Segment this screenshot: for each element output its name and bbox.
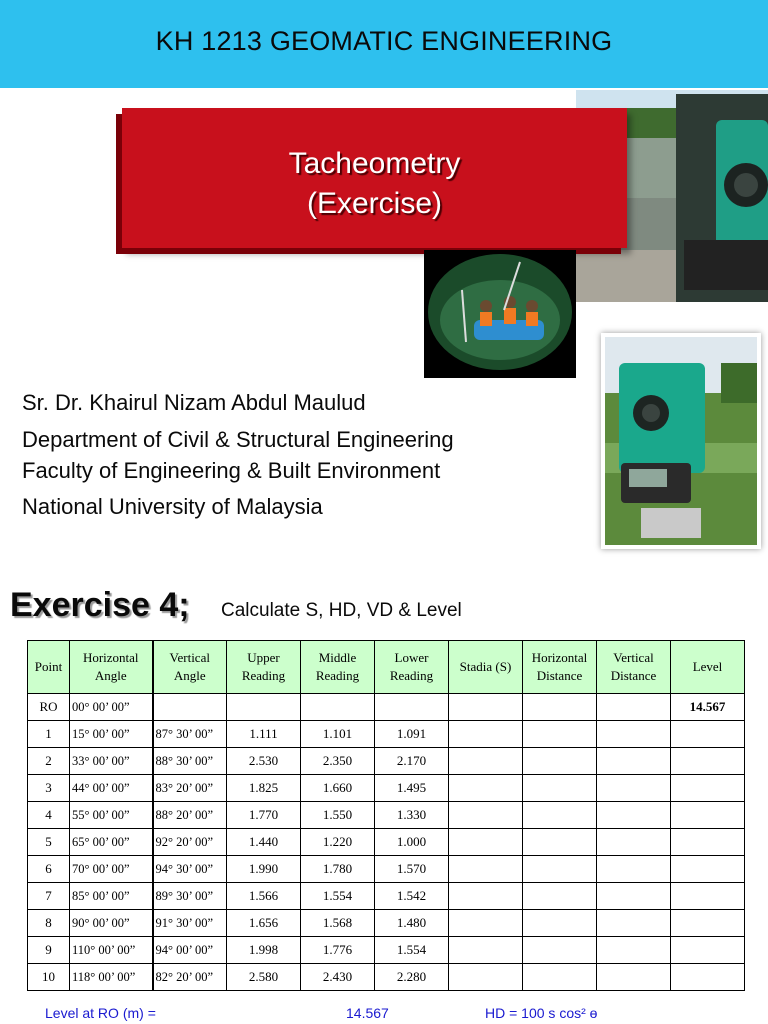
cell-vertical-distance <box>597 802 671 829</box>
cell-lower-reading: 1.495 <box>375 775 449 802</box>
tacheometry-banner <box>122 108 627 248</box>
table-row <box>28 748 745 775</box>
cell-horizontal-angle: 65° 00’ 00” <box>70 829 153 856</box>
header-level: Level <box>671 641 745 694</box>
cell-horizontal-distance <box>523 694 597 721</box>
cell-stadia <box>449 964 523 991</box>
cell-vertical-angle: 94° 00’ 00” <box>153 937 227 964</box>
cell-vertical-distance <box>597 694 671 721</box>
cell-middle-reading: 1.776 <box>301 937 375 964</box>
header-lower-reading: Lower Reading <box>375 641 449 694</box>
cell-stadia <box>449 694 523 721</box>
table-row <box>28 721 745 748</box>
cell-horizontal-angle: 33° 00’ 00” <box>70 748 153 775</box>
table-row <box>28 910 745 937</box>
table-header-row <box>28 641 745 694</box>
banner-subtitle: (Exercise) <box>306 187 442 220</box>
cell-point: 7 <box>28 883 70 910</box>
cell-horizontal-distance <box>523 856 597 883</box>
cell-upper-reading: 1.566 <box>227 883 301 910</box>
table-row <box>28 802 745 829</box>
cell-lower-reading: 1.091 <box>375 721 449 748</box>
header-horizontal-angle: Horizontal Angle <box>70 641 153 694</box>
cell-upper-reading: 1.998 <box>227 937 301 964</box>
cell-vertical-distance <box>597 856 671 883</box>
cell-horizontal-angle: 118° 00’ 00” <box>70 964 153 991</box>
cell-level <box>671 883 745 910</box>
cell-level: 14.567 <box>671 694 745 721</box>
boat-survey-photo <box>424 250 576 378</box>
cell-middle-reading: 1.550 <box>301 802 375 829</box>
cell-level <box>671 937 745 964</box>
cell-vertical-angle <box>153 694 227 721</box>
cell-horizontal-angle: 15° 00’ 00” <box>70 721 153 748</box>
cell-vertical-angle: 89° 30’ 00” <box>153 883 227 910</box>
cell-point: 5 <box>28 829 70 856</box>
cell-horizontal-angle: 85° 00’ 00” <box>70 883 153 910</box>
cell-upper-reading: 2.580 <box>227 964 301 991</box>
exercise-subtitle: Calculate S, HD, VD & Level <box>221 600 462 621</box>
cell-vertical-distance <box>597 964 671 991</box>
cell-stadia <box>449 910 523 937</box>
table-row <box>28 883 745 910</box>
header-horizontal-distance: Horizontal Distance <box>523 641 597 694</box>
cell-stadia <box>449 748 523 775</box>
author-department: Department of Civil & Structural Engineering <box>22 427 454 452</box>
cell-point: 4 <box>28 802 70 829</box>
cell-middle-reading <box>301 694 375 721</box>
total-station-photo <box>601 333 761 549</box>
header-stadia: Stadia (S) <box>449 641 523 694</box>
cell-middle-reading: 1.660 <box>301 775 375 802</box>
cell-horizontal-angle: 44° 00’ 00” <box>70 775 153 802</box>
title-bar <box>0 0 768 88</box>
cell-vertical-angle: 88° 20’ 00” <box>153 802 227 829</box>
cell-horizontal-distance <box>523 829 597 856</box>
cell-vertical-angle: 92° 20’ 00” <box>153 829 227 856</box>
cell-point: 8 <box>28 910 70 937</box>
cell-horizontal-distance <box>523 910 597 937</box>
author-university: National University of Malaysia <box>22 494 323 519</box>
cell-stadia <box>449 937 523 964</box>
cell-middle-reading: 1.780 <box>301 856 375 883</box>
cell-upper-reading <box>227 694 301 721</box>
banner-title: Tacheometry <box>288 147 461 180</box>
cell-upper-reading: 1.770 <box>227 802 301 829</box>
cell-vertical-angle: 82° 20’ 00” <box>153 964 227 991</box>
cell-vertical-distance <box>597 721 671 748</box>
cell-lower-reading: 1.330 <box>375 802 449 829</box>
cell-lower-reading: 1.480 <box>375 910 449 937</box>
cell-level <box>671 964 745 991</box>
cell-horizontal-distance <box>523 721 597 748</box>
cell-lower-reading: 2.170 <box>375 748 449 775</box>
tacheometry-table <box>27 640 745 991</box>
footer-level-value: 14.567 <box>346 1005 389 1021</box>
cell-horizontal-angle: 70° 00’ 00” <box>70 856 153 883</box>
cell-vertical-angle: 94° 30’ 00” <box>153 856 227 883</box>
header-middle-reading: Middle Reading <box>301 641 375 694</box>
cell-lower-reading <box>375 694 449 721</box>
cell-middle-reading: 2.350 <box>301 748 375 775</box>
cell-vertical-distance <box>597 829 671 856</box>
cell-stadia <box>449 856 523 883</box>
cell-vertical-distance <box>597 910 671 937</box>
cell-upper-reading: 1.440 <box>227 829 301 856</box>
cell-horizontal-angle: 00° 00’ 00” <box>70 694 153 721</box>
cell-point: RO <box>28 694 70 721</box>
cell-middle-reading: 1.554 <box>301 883 375 910</box>
cell-vertical-distance <box>597 883 671 910</box>
cell-vertical-angle: 87° 30’ 00” <box>153 721 227 748</box>
cell-horizontal-distance <box>523 883 597 910</box>
cell-middle-reading: 1.101 <box>301 721 375 748</box>
cell-level <box>671 721 745 748</box>
cell-horizontal-distance <box>523 775 597 802</box>
cell-upper-reading: 2.530 <box>227 748 301 775</box>
cell-horizontal-distance <box>523 937 597 964</box>
cell-stadia <box>449 802 523 829</box>
cell-point: 9 <box>28 937 70 964</box>
cell-vertical-angle: 88° 30’ 00” <box>153 748 227 775</box>
cell-level <box>671 910 745 937</box>
exercise-title: Exercise 4; <box>10 586 190 624</box>
cell-horizontal-angle: 110° 00’ 00” <box>70 937 153 964</box>
cell-horizontal-angle: 55° 00’ 00” <box>70 802 153 829</box>
cell-horizontal-distance <box>523 964 597 991</box>
footer-formula: HD = 100 s cos² ɵ <box>485 1005 598 1021</box>
cell-stadia <box>449 883 523 910</box>
cell-point: 1 <box>28 721 70 748</box>
cell-vertical-distance <box>597 937 671 964</box>
author-name: Sr. Dr. Khairul Nizam Abdul Maulud <box>22 390 366 415</box>
cell-vertical-angle: 83° 20’ 00” <box>153 775 227 802</box>
cell-horizontal-distance <box>523 802 597 829</box>
table-row <box>28 829 745 856</box>
cell-upper-reading: 1.990 <box>227 856 301 883</box>
cell-lower-reading: 1.554 <box>375 937 449 964</box>
cell-lower-reading: 1.542 <box>375 883 449 910</box>
cell-vertical-distance <box>597 748 671 775</box>
cell-stadia <box>449 721 523 748</box>
cell-level <box>671 856 745 883</box>
cell-horizontal-angle: 90° 00’ 00” <box>70 910 153 937</box>
cell-lower-reading: 1.570 <box>375 856 449 883</box>
header-point: Point <box>28 641 70 694</box>
table-row <box>28 694 745 721</box>
cell-upper-reading: 1.111 <box>227 721 301 748</box>
table-row <box>28 937 745 964</box>
cell-stadia <box>449 829 523 856</box>
cell-level <box>671 748 745 775</box>
cell-stadia <box>449 775 523 802</box>
cell-upper-reading: 1.656 <box>227 910 301 937</box>
header-vertical-distance: Vertical Distance <box>597 641 671 694</box>
cell-upper-reading: 1.825 <box>227 775 301 802</box>
cell-middle-reading: 1.220 <box>301 829 375 856</box>
cell-point: 6 <box>28 856 70 883</box>
cell-level <box>671 775 745 802</box>
cell-lower-reading: 2.280 <box>375 964 449 991</box>
table-row <box>28 775 745 802</box>
cell-point: 10 <box>28 964 70 991</box>
cell-middle-reading: 1.568 <box>301 910 375 937</box>
table-row <box>28 856 745 883</box>
course-title: KH 1213 GEOMATIC ENGINEERING <box>155 26 613 56</box>
footer-level-label: Level at RO (m) = <box>45 1005 156 1021</box>
cell-point: 3 <box>28 775 70 802</box>
cell-lower-reading: 1.000 <box>375 829 449 856</box>
cell-vertical-angle: 91° 30’ 00” <box>153 910 227 937</box>
header-vertical-angle: Vertical Angle <box>153 641 227 694</box>
header-upper-reading: Upper Reading <box>227 641 301 694</box>
cell-middle-reading: 2.430 <box>301 964 375 991</box>
cell-horizontal-distance <box>523 748 597 775</box>
cell-vertical-distance <box>597 775 671 802</box>
author-faculty: Faculty of Engineering & Built Environment <box>22 458 441 483</box>
cell-point: 2 <box>28 748 70 775</box>
table-row <box>28 964 745 991</box>
cell-level <box>671 829 745 856</box>
cell-level <box>671 802 745 829</box>
